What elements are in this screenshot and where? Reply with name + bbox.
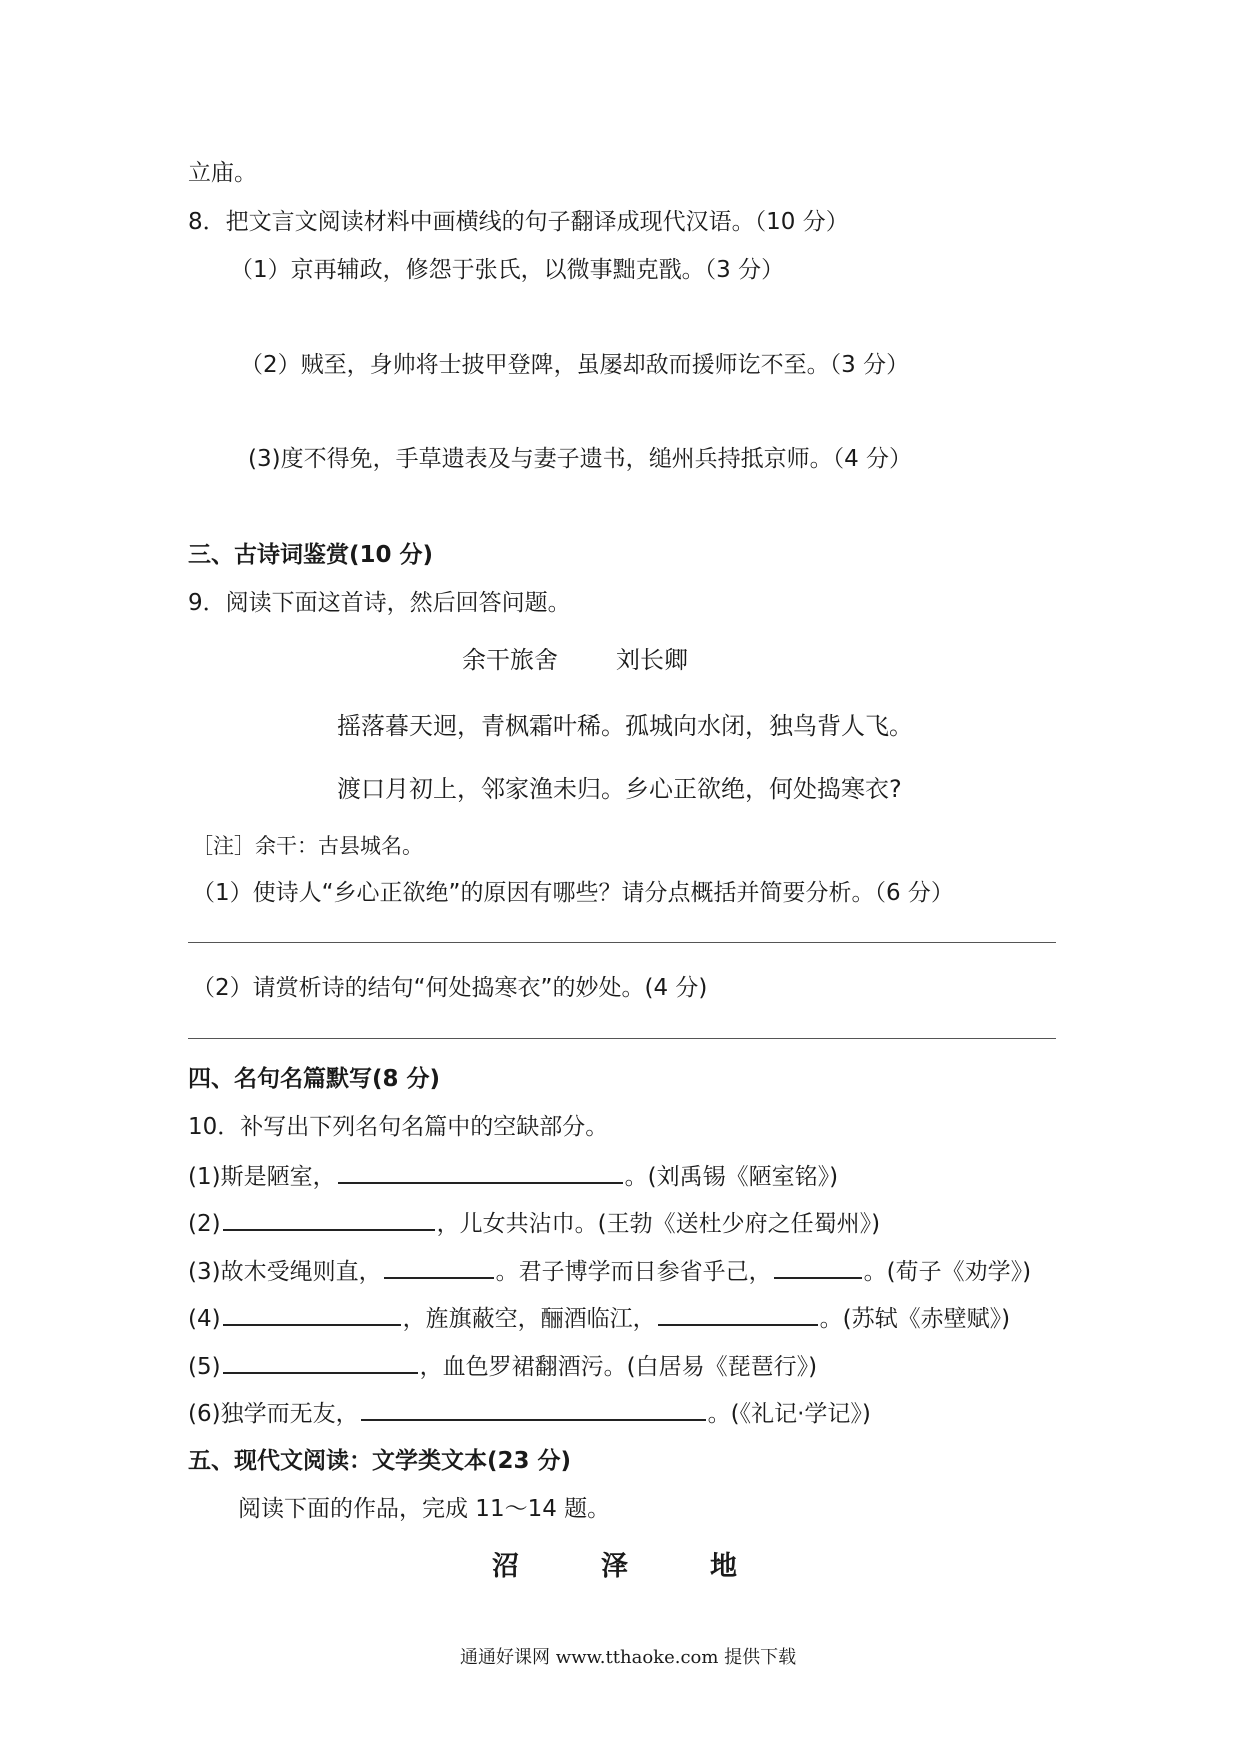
page-footer: 通通好课网 www.tthaoke.com 提供下载 <box>460 1647 797 1668</box>
article-title <box>492 1552 737 1582</box>
article-title-char: 地 <box>710 1551 737 1582</box>
fill-item-5 <box>188 1350 817 1382</box>
question-8-3: (3)度不得免，手草遗表及与妻子遗书，缒州兵持抵京师。（4 分） <box>248 446 913 472</box>
fill-text: (2) <box>188 1211 221 1237</box>
article-title-char: 沼 <box>492 1551 519 1582</box>
poem-title-line <box>462 645 688 675</box>
fill-text: ，旌旗蔽空，酾酒临江， <box>402 1306 656 1332</box>
fill-text: (6)独学而无友， <box>188 1401 359 1427</box>
question-9-1: （1）使诗人“乡心正欲绝”的原因有哪些？请分点概括并简要分析。（6 分） <box>192 880 954 906</box>
question-8-2: （2）贼至，身帅将士披甲登陴，虽屡却敌而援师讫不至。（3 分） <box>240 352 910 378</box>
section-4-heading: 四、名句名篇默写(8 分) <box>188 1066 441 1092</box>
fill-blank[interactable] <box>223 1302 401 1326</box>
fill-item-2 <box>188 1207 880 1239</box>
fill-blank[interactable] <box>658 1302 818 1326</box>
fill-text: (3)故木受绳则直， <box>188 1259 382 1285</box>
poem-author: 刘长卿 <box>616 646 688 674</box>
question-8-1: （1）京再辅政，修怨于张氏，以微事黜克戬。（3 分） <box>230 257 785 283</box>
question-9-2: （2）请赏析诗的结句“何处捣寒衣”的妙处。(4 分) <box>192 975 708 1001</box>
fill-text: 。(荀子《劝学》) <box>863 1259 1032 1285</box>
poem-note: ［注］余干：古县城名。 <box>192 834 423 858</box>
fill-text: 。君子博学而日参省乎己， <box>495 1259 772 1285</box>
answer-line <box>188 1038 1056 1039</box>
poem-line-1: 摇落暮天迥，青枫霜叶稀。孤城向水闭，独鸟背人飞。 <box>337 712 913 740</box>
fill-blank[interactable] <box>384 1255 494 1279</box>
question-9: 9．阅读下面这首诗，然后回答问题。 <box>188 590 571 616</box>
question-10: 10．补写出下列名句名篇中的空缺部分。 <box>188 1114 609 1140</box>
poem-title: 余干旅舍 <box>462 646 558 674</box>
fill-blank[interactable] <box>338 1160 623 1184</box>
fill-text: (4) <box>188 1306 221 1332</box>
fill-text: 。(《礼记·学记》) <box>707 1401 871 1427</box>
fill-item-3 <box>188 1255 1031 1287</box>
question-8: 8．把文言文阅读材料中画横线的句子翻译成现代汉语。（10 分） <box>188 209 849 235</box>
poem-line-2: 渡口月初上，邻家渔未归。乡心正欲绝，何处捣寒衣? <box>337 775 902 803</box>
fill-blank[interactable] <box>361 1397 706 1421</box>
article-title-char: 泽 <box>601 1551 628 1582</box>
fill-blank[interactable] <box>223 1350 418 1374</box>
fill-text: ，儿女共沾巾。(王勃《送杜少府之任蜀州》) <box>436 1211 881 1237</box>
fill-item-1 <box>188 1160 838 1192</box>
fill-text: 。(刘禹锡《陋室铭》) <box>624 1164 839 1190</box>
text-line: 立庙。 <box>188 160 257 186</box>
fill-blank[interactable] <box>223 1207 435 1231</box>
section-3-heading: 三、古诗词鉴赏(10 分) <box>188 542 434 568</box>
reading-instruction: 阅读下面的作品，完成 11～14 题。 <box>238 1496 611 1522</box>
fill-item-6 <box>188 1397 871 1429</box>
fill-text: (1)斯是陋室， <box>188 1164 336 1190</box>
fill-text: ，血色罗裙翻酒污。(白居易《琵琶行》) <box>419 1354 818 1380</box>
fill-item-4 <box>188 1302 1010 1334</box>
fill-blank[interactable] <box>774 1255 862 1279</box>
fill-text: 。(苏轼《赤壁赋》) <box>819 1306 1011 1332</box>
section-5-heading: 五、现代文阅读：文学类文本(23 分) <box>188 1448 572 1474</box>
answer-line <box>188 942 1056 943</box>
fill-text: (5) <box>188 1354 221 1380</box>
